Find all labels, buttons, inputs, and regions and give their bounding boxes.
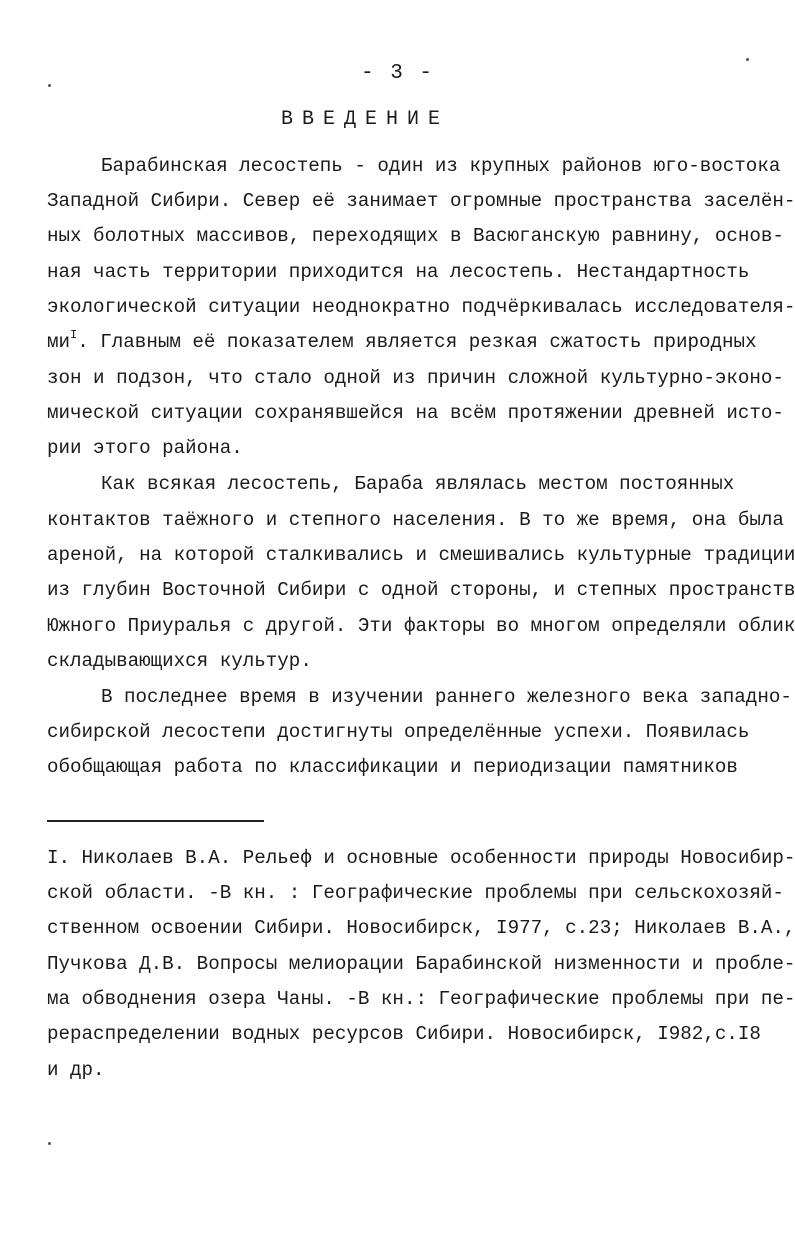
footnote-line: ской области. -В кн. : Географические проблемы при сельскохозяй- bbox=[47, 882, 784, 904]
body-text-line: складывающихся культур. bbox=[47, 650, 312, 672]
footnote-marker: I bbox=[70, 328, 78, 342]
footnote-line: и др. bbox=[47, 1059, 105, 1081]
body-text-line: В последнее время в изучении раннего железного века западно- bbox=[101, 686, 792, 708]
body-text-line: зон и подзон, что стало одной из причин сложной культурно-эконо- bbox=[47, 367, 784, 389]
body-text-line: Барабинская лесостепь - один из крупных районов юго-востока bbox=[101, 155, 781, 177]
body-text-line: из глубин Восточной Сибири с одной стороны, и степных пространств bbox=[47, 579, 795, 601]
body-text-line: сибирской лесостепи достигнуты определённые успехи. Появилась bbox=[47, 721, 750, 743]
line-start: ми bbox=[47, 331, 71, 353]
scan-speck bbox=[48, 84, 51, 87]
body-text-line: Южного Приуралья с другой. Эти факторы во многом определяли облик bbox=[47, 615, 795, 637]
footnote-line: рераспределении водных ресурсов Сибири. Новосибирск, I982,с.I8 bbox=[47, 1023, 761, 1045]
body-text-line: ареной, на которой сталкивались и смешивались культурные традиции bbox=[47, 544, 795, 566]
body-text-line: Западной Сибири. Север её занимает огромные пространства заселён- bbox=[47, 190, 795, 212]
scan-speck bbox=[48, 1142, 51, 1145]
body-text-line: рии этого района. bbox=[47, 437, 243, 459]
page-number: - 3 - bbox=[360, 62, 434, 85]
body-text-line bbox=[47, 328, 757, 354]
body-text-line: контактов таёжного и степного населения. В то же время, она была bbox=[47, 509, 784, 531]
footnote-separator bbox=[47, 820, 264, 822]
body-text-line: мической ситуации сохранявшейся на всём протяжении древней исто- bbox=[47, 402, 784, 424]
body-text-line: ная часть территории приходится на лесостепь. Нестандартность bbox=[47, 261, 750, 283]
scan-speck bbox=[746, 58, 749, 61]
footnote-line: ственном освоении Сибири. Новосибирск, I977, с.23; Николаев В.А., bbox=[47, 917, 795, 939]
line-rest: . Главным её показателем является резкая сжатость природных bbox=[77, 331, 757, 353]
body-text-line: экологической ситуации неоднократно подчёркивалась исследователя- bbox=[47, 296, 795, 318]
section-title: ВВЕДЕНИЕ bbox=[280, 108, 449, 131]
footnote-line: I. Николаев В.А. Рельеф и основные особенности природы Новосибир- bbox=[47, 847, 795, 869]
body-text-line: ных болотных массивов, переходящих в Васюганскую равнину, основ- bbox=[47, 225, 784, 247]
footnote-line: ма обводнения озера Чаны. -В кн.: Географические проблемы при пе- bbox=[47, 988, 795, 1010]
body-text-line: обобщающая работа по классификации и периодизации памятников bbox=[47, 756, 738, 778]
footnote-line: Пучкова Д.В. Вопросы мелиорации Барабинской низменности и пробле- bbox=[47, 953, 795, 975]
body-text-line: Как всякая лесостепь, Бараба являлась местом постоянных bbox=[101, 473, 735, 495]
